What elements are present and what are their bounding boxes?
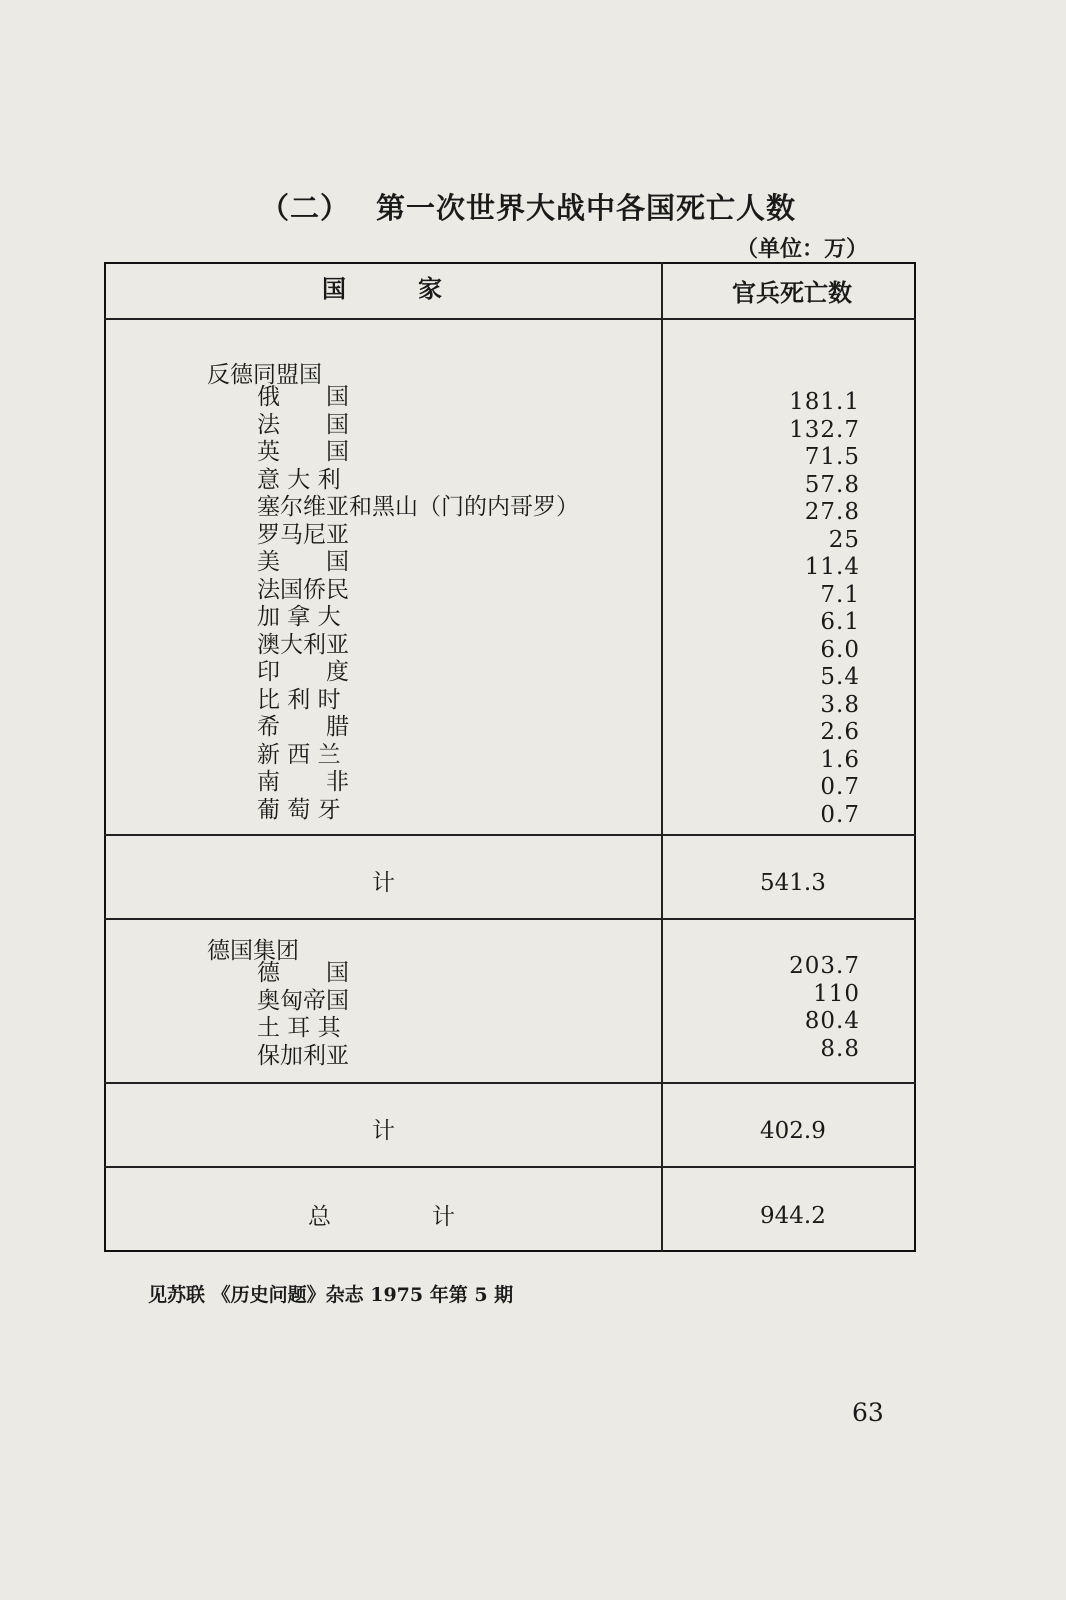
subtotal-value-central: 402.9 [760, 1118, 826, 1144]
death-count: 6.1 [820, 609, 860, 635]
allied-country-list [257, 384, 579, 824]
death-count: 71.5 [804, 444, 860, 470]
country-name: 比 利 时 [257, 686, 341, 713]
death-count: 110 [813, 980, 860, 1007]
row-rule [104, 834, 916, 836]
title-text: 第一次世界大战中各国死亡人数 [376, 191, 797, 225]
country-name: 罗马尼亚 [257, 521, 349, 548]
subtotal-label-central: 计 [372, 1118, 395, 1144]
title-prefix: （二） [260, 191, 351, 225]
country-name: 新 西 兰 [257, 741, 341, 768]
death-count: 6.0 [820, 636, 860, 663]
death-count: 0.7 [820, 801, 860, 828]
group-label-central: 德国集团 [207, 938, 299, 964]
death-count: 27.8 [804, 499, 860, 525]
death-count: 5.4 [820, 664, 860, 690]
grand-total-value: 944.2 [760, 1203, 826, 1229]
death-count: 25 [828, 526, 860, 553]
header-value: 官兵死亡数 [732, 279, 852, 307]
country-name: 印 度 [257, 659, 349, 685]
death-count: 80.4 [804, 1008, 860, 1034]
grand-total-label-2: 计 [432, 1204, 455, 1230]
header-country: 国 家 [322, 275, 442, 303]
death-count: 132.7 [789, 416, 860, 443]
country-name: 塞尔维亚和黑山（门的内哥罗） [257, 494, 579, 520]
allied-value-list [700, 389, 860, 829]
source-footnote: 见苏联 《历史问题》杂志 1975 年第 5 期 [148, 1284, 514, 1306]
subtotal-label-allied: 计 [372, 870, 395, 896]
country-name: 意 大 利 [257, 466, 341, 493]
death-count: 11.4 [804, 554, 860, 580]
death-count: 181.1 [789, 389, 860, 415]
row-rule [104, 918, 916, 920]
unit-note: （单位：万） [736, 236, 869, 262]
country-name: 俄 国 [257, 384, 349, 410]
country-name: 南 非 [257, 769, 349, 795]
country-name: 保加利亚 [257, 1042, 349, 1069]
death-count: 3.8 [820, 691, 860, 718]
country-name: 美 国 [257, 549, 349, 575]
subtotal-value-allied: 541.3 [760, 870, 826, 896]
column-divider [661, 262, 663, 1252]
country-name: 希 腊 [257, 714, 349, 740]
country-name: 葡 萄 牙 [257, 796, 341, 823]
death-count: 0.7 [820, 774, 860, 800]
country-name: 加 拿 大 [257, 604, 341, 630]
country-name: 法 国 [257, 411, 349, 438]
central-value-list [700, 953, 860, 1063]
page-number: 63 [852, 1398, 884, 1427]
death-count: 203.7 [789, 953, 860, 979]
header-rule [104, 318, 916, 320]
country-name: 法国侨民 [257, 576, 349, 603]
country-name: 德 国 [257, 960, 349, 986]
death-count: 8.8 [820, 1035, 860, 1062]
country-name: 土 耳 其 [257, 1015, 341, 1041]
group-label-allied: 反德同盟国 [207, 362, 322, 388]
central-country-list [257, 960, 349, 1070]
row-rule [104, 1082, 916, 1084]
page-title [260, 186, 796, 227]
row-rule [104, 1166, 916, 1168]
death-count: 57.8 [804, 471, 860, 498]
death-count: 2.6 [820, 719, 860, 745]
country-name: 奥匈帝国 [257, 987, 349, 1014]
country-name: 澳大利亚 [257, 631, 349, 658]
death-count: 1.6 [820, 746, 860, 773]
country-name: 英 国 [257, 439, 349, 465]
death-count: 7.1 [820, 581, 860, 608]
grand-total-label-1: 总 [308, 1204, 331, 1230]
